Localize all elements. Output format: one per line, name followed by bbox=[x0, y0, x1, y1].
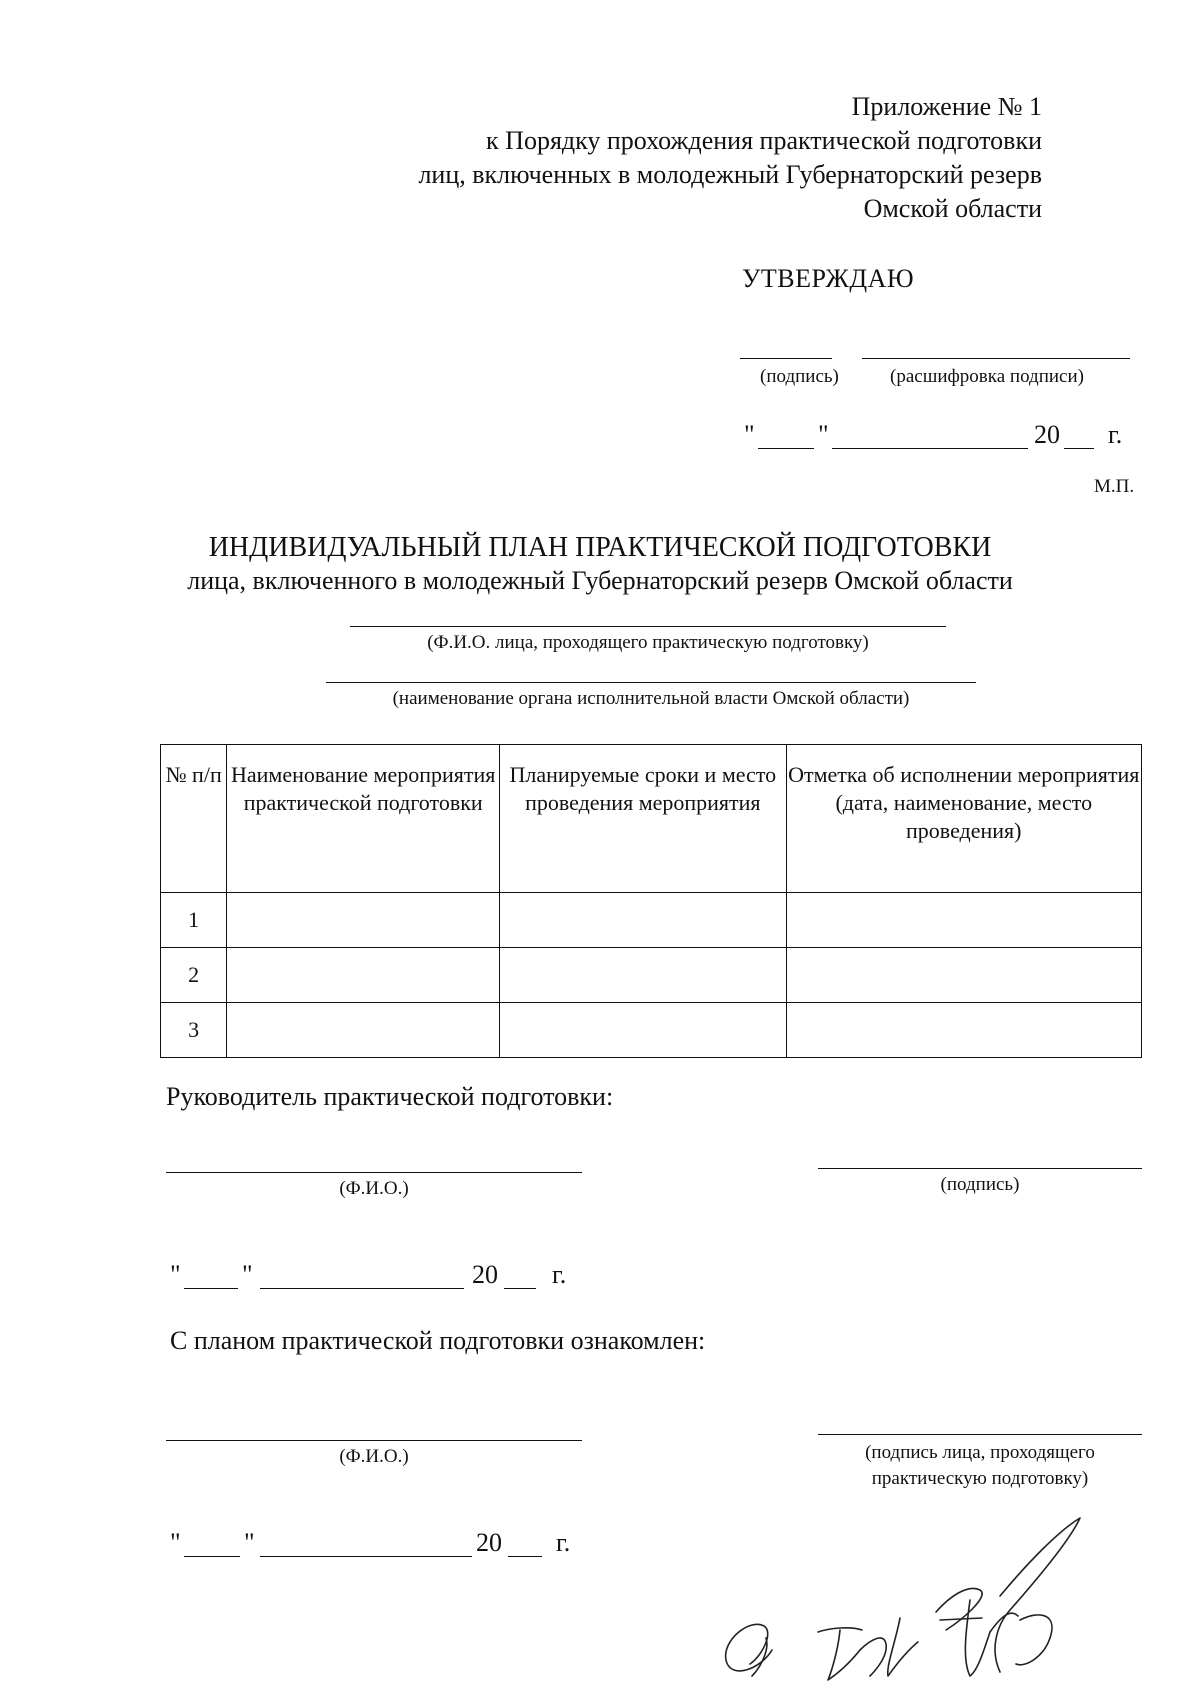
appendix-number: Приложение № 1 bbox=[851, 92, 1042, 121]
document-subtitle: лица, включенного в молодежный Губернаторский резерв Омской области bbox=[187, 566, 1013, 595]
approval-month-line bbox=[832, 448, 1028, 449]
stamp-place: М.П. bbox=[1094, 476, 1135, 497]
organization-caption: (наименование органа исполнительной власти Омской области) bbox=[392, 688, 910, 709]
trainee-year-line bbox=[508, 1556, 542, 1557]
row-mark-cell[interactable] bbox=[786, 893, 1141, 948]
trainee-fio-caption: (Ф.И.О. лица, проходящего практическую подготовку) bbox=[427, 632, 869, 653]
row-dates-cell[interactable] bbox=[500, 948, 786, 1003]
appendix-subject-line-1: к Порядку прохождения практической подготовки bbox=[486, 126, 1042, 155]
row-dates-cell[interactable] bbox=[500, 1003, 786, 1058]
row-dates-cell[interactable] bbox=[500, 893, 786, 948]
approval-day-line bbox=[758, 448, 814, 449]
header-number: № п/п bbox=[161, 745, 227, 893]
row-activity-cell[interactable] bbox=[227, 948, 500, 1003]
supervisor-date-close-quote: " bbox=[242, 1260, 253, 1289]
approval-date-close-quote: " bbox=[818, 420, 829, 449]
header-activity-name: Наименование мероприятия практической подготовки bbox=[227, 745, 500, 893]
appendix-subject-line-2: лиц, включенных в молодежный Губернаторский резерв bbox=[418, 160, 1042, 189]
supervisor-signature-line bbox=[818, 1168, 1142, 1169]
supervisor-fio-line bbox=[166, 1172, 582, 1173]
trainee-signature-caption-line-1: (подпись лица, проходящего bbox=[865, 1442, 1095, 1463]
table-row bbox=[161, 893, 1142, 948]
supervisor-year-suffix: г. bbox=[552, 1260, 567, 1289]
trainee-fio-sign-caption: (Ф.И.О.) bbox=[339, 1446, 409, 1467]
table-row bbox=[161, 948, 1142, 1003]
header-completion-mark: Отметка об исполнении мероприятия (дата, наименование, место проведения) bbox=[786, 745, 1141, 893]
document-title: ИНДИВИДУАЛЬНЫЙ ПЛАН ПРАКТИЧЕСКОЙ ПОДГОТОВКИ bbox=[208, 532, 992, 563]
row-mark-cell[interactable] bbox=[786, 948, 1141, 1003]
appendix-subject-line-3: Омской области bbox=[863, 194, 1042, 223]
approval-title: УТВЕРЖДАЮ bbox=[742, 264, 915, 293]
supervisor-signature-caption: (подпись) bbox=[940, 1174, 1020, 1195]
approval-decode-line bbox=[862, 358, 1130, 359]
supervisor-label: Руководитель практической подготовки: bbox=[166, 1082, 614, 1111]
trainee-fio-line bbox=[350, 626, 946, 627]
row-mark-cell[interactable] bbox=[786, 1003, 1141, 1058]
trainee-signature-line bbox=[818, 1434, 1142, 1435]
supervisor-year-line bbox=[504, 1288, 536, 1289]
acknowledgement-label: С планом практической подготовки ознакомлен: bbox=[170, 1326, 706, 1355]
table-header-row bbox=[161, 745, 1142, 893]
row-number: 3 bbox=[161, 1003, 227, 1058]
approval-year-prefix: 20 bbox=[1034, 420, 1060, 449]
trainee-year-suffix: г. bbox=[556, 1528, 571, 1557]
approval-year-suffix: г. bbox=[1108, 420, 1123, 449]
supervisor-day-line bbox=[184, 1288, 238, 1289]
row-activity-cell[interactable] bbox=[227, 893, 500, 948]
table-row bbox=[161, 1003, 1142, 1058]
plan-table bbox=[160, 744, 1142, 1058]
trainee-date-open-quote: " bbox=[170, 1528, 181, 1557]
trainee-signature-caption-line-2: практическую подготовку) bbox=[871, 1468, 1089, 1489]
organization-line bbox=[326, 682, 976, 683]
supervisor-date-open-quote: " bbox=[170, 1260, 181, 1289]
supervisor-month-line bbox=[260, 1288, 464, 1289]
approval-decode-caption: (расшифровка подписи) bbox=[890, 366, 1084, 387]
row-activity-cell[interactable] bbox=[227, 1003, 500, 1058]
row-number: 2 bbox=[161, 948, 227, 1003]
handwritten-signature bbox=[700, 1500, 1160, 1690]
trainee-day-line bbox=[184, 1556, 240, 1557]
approval-date-open-quote: " bbox=[744, 420, 755, 449]
trainee-fio-sign-line bbox=[166, 1440, 582, 1441]
approval-year-line bbox=[1064, 448, 1094, 449]
trainee-date-close-quote: " bbox=[244, 1528, 255, 1557]
approval-signature-caption: (подпись) bbox=[760, 366, 839, 387]
trainee-month-line bbox=[260, 1556, 472, 1557]
supervisor-year-prefix: 20 bbox=[472, 1260, 498, 1289]
supervisor-fio-caption: (Ф.И.О.) bbox=[339, 1178, 409, 1199]
header-planned-dates: Планируемые сроки и место проведения мероприятия bbox=[500, 745, 786, 893]
trainee-year-prefix: 20 bbox=[476, 1528, 502, 1557]
row-number: 1 bbox=[161, 893, 227, 948]
approval-signature-line bbox=[740, 358, 832, 359]
